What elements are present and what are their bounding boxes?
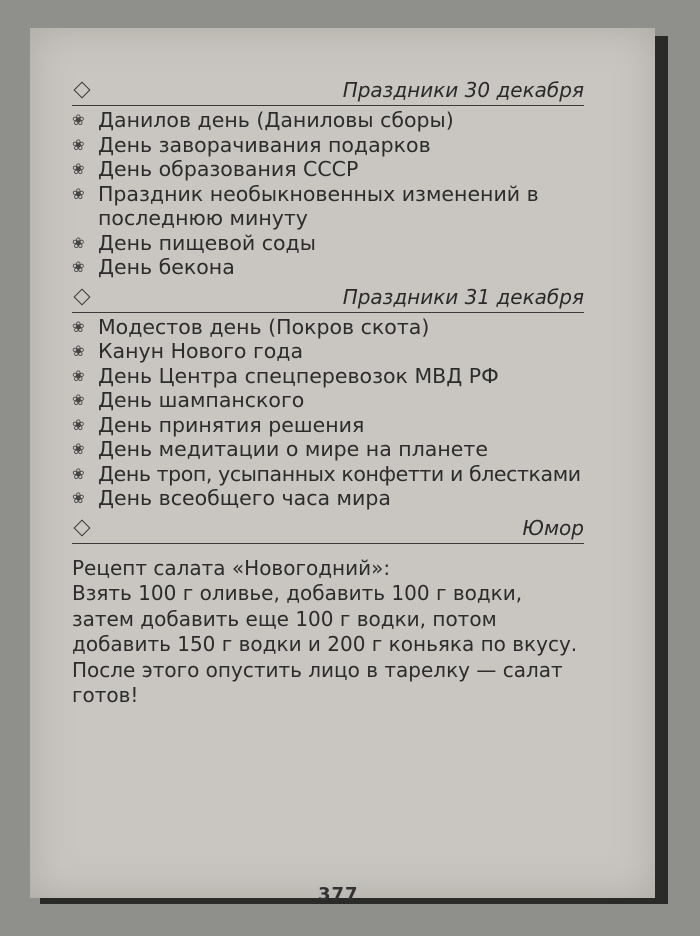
humor-line: Рецепт салата «Новогодний»: [72, 555, 391, 580]
section-header-dec-31 [72, 285, 584, 313]
list-item: ❀ Праздник необыкновенных изменений в последнюю минуту [72, 181, 539, 230]
humor-text [72, 556, 584, 709]
section-title: Юмор [522, 515, 584, 540]
list-item: ❀ День образования СССР [72, 157, 359, 181]
list-item: ❀ День всеобщего часа мира [72, 486, 391, 510]
flower-bullet-icon: ❀ [72, 415, 85, 434]
flower-bullet-icon: ❀ [72, 135, 85, 154]
list-item: ❀ Данилов день (Даниловы сборы) [72, 108, 454, 132]
flower-bullet-icon: ❀ [72, 342, 85, 360]
flower-bullet-icon: ❀ [72, 366, 85, 385]
flower-bullet-icon: ❀ [72, 464, 85, 483]
section-header-humor [72, 516, 584, 544]
flower-bullet-icon: ❀ [72, 489, 85, 507]
flower-bullet-icon: ❀ [72, 391, 85, 409]
list-item: ❀ День Центра спецперевозок МВД РФ [72, 363, 499, 388]
flower-bullet-icon: ❀ [72, 111, 85, 129]
list-item: ❀ День троп, усыпанных конфетти и блестками [72, 461, 581, 486]
section-header-dec-30 [72, 78, 584, 106]
section-title: Праздники 31 декабря [342, 284, 584, 309]
page-content [72, 78, 584, 709]
holiday-list-dec-30 [72, 108, 584, 280]
page-number: 377 [318, 884, 359, 905]
list-item: ❀ День медитации о мире на планете [72, 437, 488, 461]
list-item: ❀ День бекона [72, 255, 235, 279]
flower-bullet-icon: ❀ [72, 233, 85, 252]
diamond-icon [74, 519, 91, 536]
list-item: ❀ Канун Нового года [72, 339, 304, 363]
list-item: ❀ День пищевой соды [72, 230, 316, 255]
flower-bullet-icon: ❀ [72, 160, 85, 178]
list-item: ❀ День шампанского [72, 388, 305, 412]
diamond-icon [74, 288, 91, 305]
flower-bullet-icon: ❀ [72, 317, 85, 336]
flower-bullet-icon: ❀ [72, 258, 85, 276]
holiday-list-dec-31 [72, 315, 584, 511]
list-item: ❀ День принятия решения [72, 412, 365, 437]
diamond-icon [74, 82, 91, 99]
list-item: ❀ Модестов день (Покров скота) [72, 314, 430, 339]
humor-line: После этого опустить лицо в тарелку — салат готов! [72, 657, 563, 707]
list-item: ❀ День заворачивания подарков [72, 132, 431, 157]
section-title: Праздники 30 декабря [342, 78, 584, 102]
flower-bullet-icon: ❀ [72, 184, 85, 203]
humor-line: Взять 100 г оливье, добавить 100 г водки, затем добавить еще 100 г водки, потом добавить 150 г водки и 200 г коньяка по вкусу. [72, 581, 578, 656]
flower-bullet-icon: ❀ [72, 440, 85, 458]
